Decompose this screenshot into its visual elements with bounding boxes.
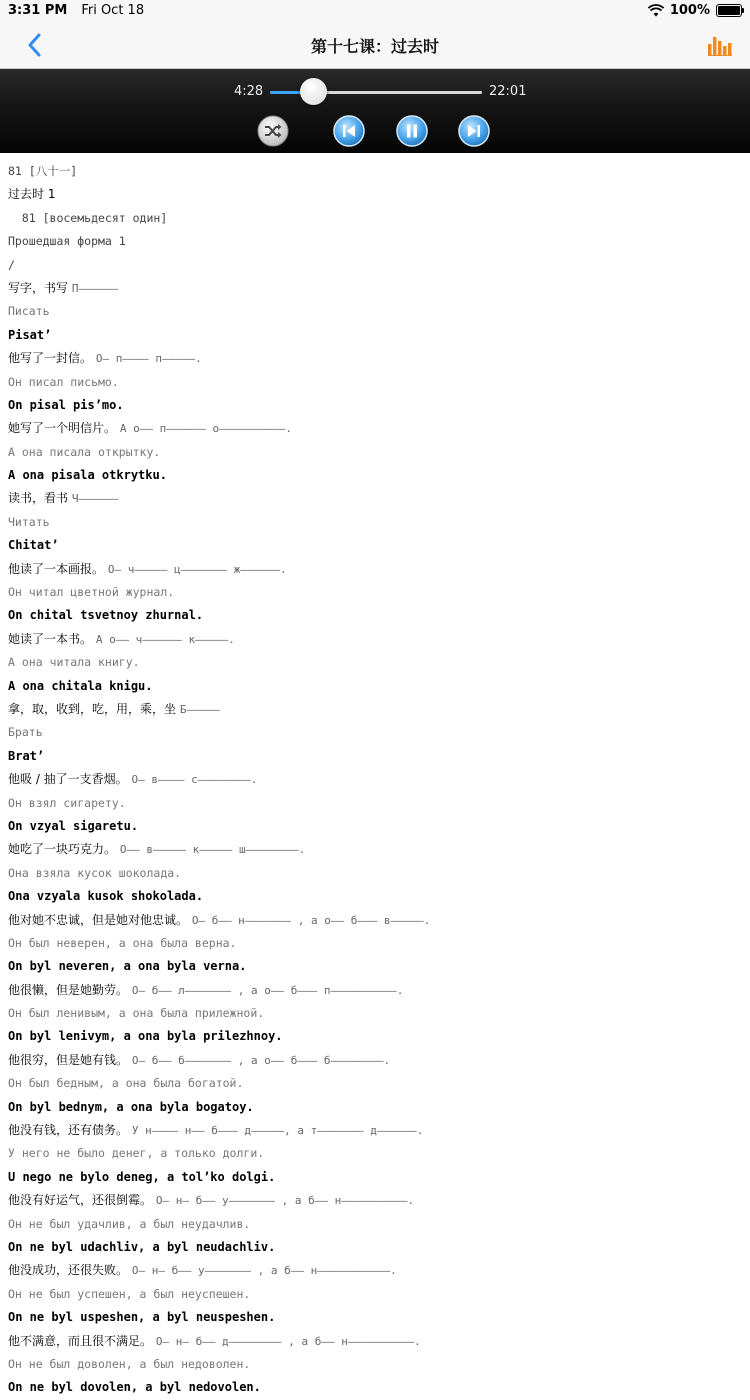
lesson-line [8, 1166, 743, 1189]
lesson-line-hint: О— б—— б——————— , а о—— б——— б————————. [131, 1053, 391, 1067]
lesson-line-hint: О— в———— с————————. [131, 773, 258, 787]
lesson-line-text: Он не был доволен, а был недоволен. [8, 1356, 251, 1371]
lesson-line-text: 拿，取，收到，吃，用，乘，坐 [8, 701, 180, 716]
lesson-line-text: 她吃了一块巧克力。 [8, 842, 120, 857]
lesson-line-hint: О—— в————— к————— ш————————. [119, 843, 306, 857]
lesson-line-text: U nego ne bylo deneg, a tol’ko dolgi. [8, 1169, 276, 1184]
next-track-button[interactable] [458, 115, 490, 147]
lesson-line-text: Он был неверен, а она была верна. [8, 935, 237, 950]
lesson-line [8, 745, 743, 768]
lesson-line-text: 他吸 / 抽了一支香烟。 [8, 772, 132, 787]
lesson-line-hint: О— ч————— ц——————— ж——————. [107, 562, 287, 576]
lesson-line [8, 1330, 743, 1353]
lesson-line-text: А она читала книгу. [8, 655, 140, 670]
shuffle-icon [257, 115, 289, 147]
lesson-line-text: Он не был успешен, а был неуспешен. [8, 1286, 251, 1301]
lesson-line [8, 230, 743, 253]
lesson-line-text: 他不满意，而且很不满足。 [8, 1333, 156, 1348]
lesson-line-text: У него не было денег, а только долги. [8, 1146, 265, 1161]
lesson-line [8, 1072, 743, 1095]
status-date: Fri Oct 18 [81, 3, 145, 18]
lesson-line-text: 他读了一本画报。 [8, 561, 108, 576]
lesson-text [8, 160, 743, 1395]
pause-button[interactable] [396, 115, 428, 147]
lesson-line-hint: О— п———— п—————. [95, 352, 202, 366]
navigation-bar [0, 22, 750, 69]
lesson-line-text: 81 [восемьдесят один] [8, 210, 168, 225]
lesson-line [8, 394, 743, 417]
lesson-line-text: 她读了一本书。 [8, 631, 96, 646]
status-bar [0, 0, 750, 22]
lesson-line-hint: А о—— п—————— о——————————. [119, 422, 293, 436]
lesson-line-text: 写字，书写 [8, 280, 72, 295]
lesson-line-text: On byl lenivym, a ona byla prilezhnoy. [8, 1029, 283, 1044]
lesson-line-text: Брать [8, 725, 43, 740]
equalizer-button[interactable] [708, 34, 732, 56]
wifi-icon [648, 5, 664, 17]
lesson-line-text: A ona chitala knigu. [8, 678, 153, 693]
lesson-line-hint: О— н— б—— у——————— , а б—— н———————————. [131, 1264, 397, 1278]
lesson-line [8, 254, 743, 277]
lesson-line [8, 815, 743, 838]
lesson-line [8, 1213, 743, 1236]
lesson-line [8, 1025, 743, 1048]
lesson-line-hint: А о—— ч—————— к—————. [95, 632, 235, 646]
lesson-line [8, 1259, 743, 1282]
lesson-line-text: Он читал цветной журнал. [8, 585, 175, 600]
previous-track-icon [333, 115, 365, 147]
lesson-line-text: Он был ленивым, а она была прилежной. [8, 1006, 265, 1021]
audio-player [0, 69, 750, 153]
lesson-line-hint: О— н— б—— д———————— , а б—— н——————————. [155, 1334, 421, 1348]
pause-icon [396, 115, 428, 147]
lesson-line [8, 300, 743, 323]
lesson-line-text: On pisal pis’mo. [8, 397, 124, 412]
lesson-line-text: 他对她不忠诚，但是她对他忠诚。 [8, 912, 192, 927]
lesson-line-text: On ne byl uspeshen, a byl neuspeshen. [8, 1310, 276, 1325]
lesson-line [8, 979, 743, 1002]
lesson-line [8, 183, 743, 206]
lesson-line [8, 1002, 743, 1025]
lesson-line-text: On ne byl dovolen, a byl nedovolen. [8, 1380, 261, 1395]
lesson-line [8, 721, 743, 744]
lesson-line [8, 862, 743, 885]
lesson-line-text: А она писала открытку. [8, 444, 161, 459]
lesson-line-hint: О— б—— н——————— , а о—— б——— в—————. [191, 913, 431, 927]
lesson-line [8, 487, 743, 510]
lesson-line [8, 1306, 743, 1329]
equalizer-icon [708, 34, 732, 56]
lesson-line-text: Он был бедным, а она была богатой. [8, 1076, 244, 1091]
lesson-line [8, 885, 743, 908]
lesson-line-text: On ne byl udachliv, a byl neudachliv. [8, 1239, 276, 1254]
lesson-line-text: 过去时 1 [8, 187, 56, 202]
lesson-line-text: Chitat’ [8, 538, 59, 553]
lesson-line-text: 81 [八十一] [8, 164, 78, 178]
lesson-line-text: 他很懒，但是她勤劳。 [8, 982, 132, 997]
lesson-line-hint: О— н— б—— у——————— , а б—— н——————————. [155, 1194, 415, 1208]
progress-thumb[interactable] [300, 78, 327, 105]
lesson-line [8, 277, 743, 300]
battery-icon [716, 4, 742, 17]
lesson-line-text: Brat’ [8, 748, 45, 763]
lesson-line-hint: Ч—————— [71, 492, 119, 506]
page-title: 第十七课：过去时 [310, 37, 439, 56]
lesson-line-text: Он писал письмо. [8, 374, 119, 389]
lesson-line-text: 她写了一个明信片。 [8, 421, 120, 436]
lesson-line [8, 909, 743, 932]
lesson-line [8, 768, 743, 791]
lesson-line-hint: О— б—— л——————— , а о—— б——— п——————————. [131, 983, 404, 997]
lesson-line-text: 他写了一封信。 [8, 351, 96, 366]
lesson-line [8, 1189, 743, 1212]
next-track-icon [458, 115, 490, 147]
lesson-line [8, 1283, 743, 1306]
lesson-line [8, 558, 743, 581]
lesson-line-text: Ona vzyala kusok shokolada. [8, 889, 204, 904]
lesson-line [8, 160, 743, 183]
lesson-line [8, 604, 743, 627]
lesson-line [8, 581, 743, 604]
status-time: 3:31 PM [8, 3, 68, 18]
shuffle-button[interactable] [257, 115, 289, 147]
lesson-line-hint: У н———— н—— б——— д—————, а т——————— д——————. [131, 1124, 424, 1138]
lesson-line [8, 1376, 743, 1399]
lesson-line-text: On chital tsvetnoy zhurnal. [8, 608, 204, 623]
lesson-line-text: 他没有钱，还有债务。 [8, 1123, 132, 1138]
lesson-line [8, 207, 743, 230]
lesson-line [8, 1236, 743, 1259]
lesson-line-text: Он не был удачлив, а был неудачлив. [8, 1216, 251, 1231]
lesson-line [8, 675, 743, 698]
lesson-line-text: Писать [8, 304, 50, 319]
lesson-line [8, 1353, 743, 1376]
lesson-line [8, 324, 743, 347]
lesson-line [8, 1119, 743, 1142]
lesson-line-text: Он взял сигарету. [8, 795, 126, 810]
lesson-line-text: 读书，看书 [8, 491, 72, 506]
lesson-line-text: 他没有好运气，还很倒霉。 [8, 1193, 156, 1208]
lesson-line [8, 1142, 743, 1165]
total-time: 22:01 [489, 84, 527, 99]
lesson-line [8, 955, 743, 978]
lesson-line-text: Читать [8, 514, 50, 529]
lesson-line-text: Она взяла кусок шоколада. [8, 865, 182, 880]
lesson-line [8, 511, 743, 534]
lesson-line [8, 534, 743, 557]
lesson-line [8, 441, 743, 464]
battery-percent: 100% [669, 3, 710, 18]
lesson-line [8, 1096, 743, 1119]
lesson-line [8, 792, 743, 815]
lesson-line [8, 698, 743, 721]
lesson-line [8, 628, 743, 651]
lesson-line-text: A ona pisala otkrytku. [8, 468, 167, 483]
lesson-line-text: Прошедшая форма 1 [8, 234, 126, 249]
lesson-line-text: 他没成功，还很失败。 [8, 1263, 132, 1278]
lesson-line [8, 932, 743, 955]
lesson-line [8, 1049, 743, 1072]
lesson-line-text: 他很穷，但是她有钱。 [8, 1052, 132, 1067]
lesson-line-hint: П—————— [71, 281, 119, 295]
previous-track-button[interactable] [333, 115, 365, 147]
lesson-line [8, 464, 743, 487]
lesson-line-hint: Б————— [179, 702, 220, 716]
lesson-line [8, 838, 743, 861]
lesson-line [8, 371, 743, 394]
lesson-line-text: / [8, 257, 15, 272]
lesson-line-text: On byl neveren, a ona byla verna. [8, 959, 247, 974]
lesson-line [8, 651, 743, 674]
lesson-line-text: On byl bednym, a ona byla bogatoy. [8, 1099, 254, 1114]
current-time: 4:28 [234, 84, 264, 99]
lesson-line-text: Pisat’ [8, 327, 52, 342]
lesson-line [8, 417, 743, 440]
lesson-line [8, 347, 743, 370]
lesson-line-text: On vzyal sigaretu. [8, 818, 139, 833]
